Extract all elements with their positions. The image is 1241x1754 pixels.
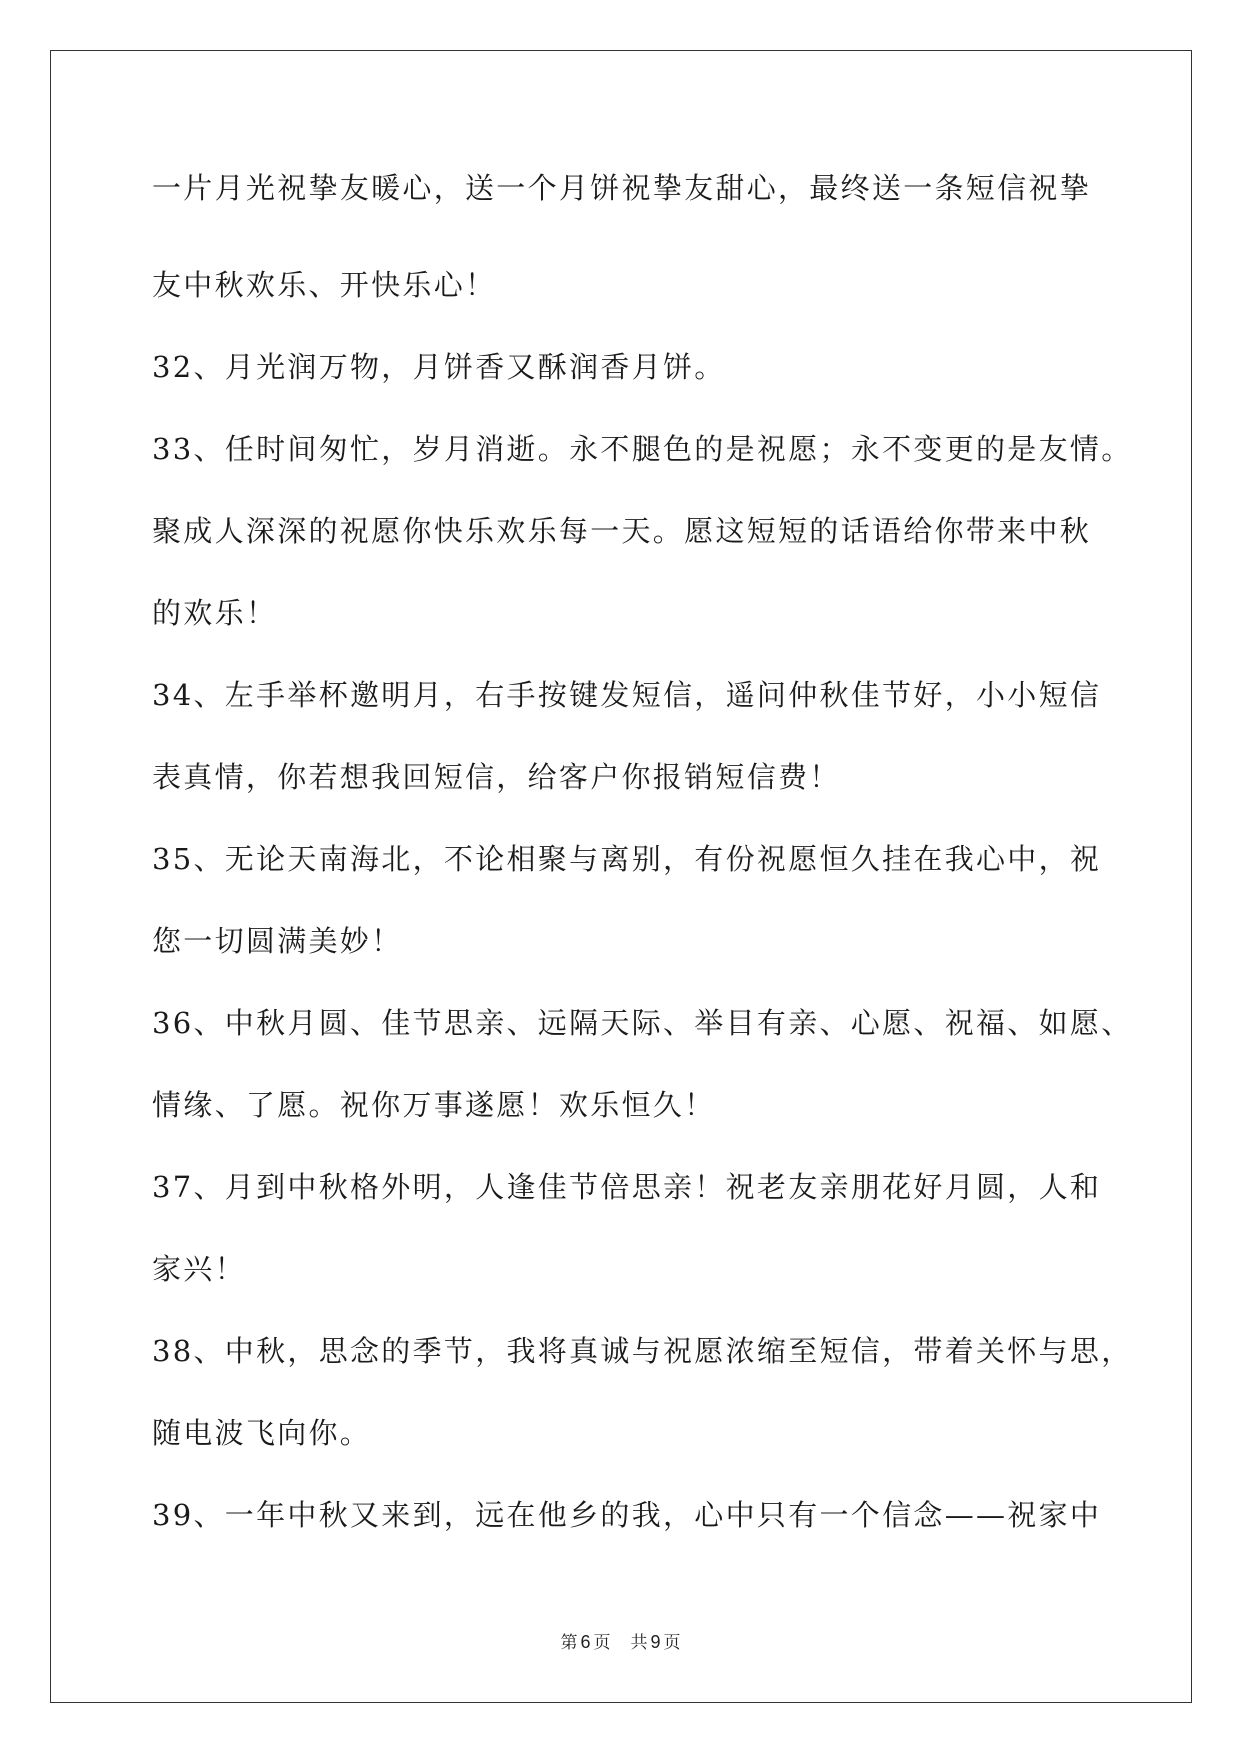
text-line: 您一切圆满美妙！ xyxy=(152,924,403,958)
total-prefix: 共 xyxy=(630,1633,648,1653)
text-line: 33、任时间匆忙，岁月消逝。永不腿色的是祝愿；永不变更的是友情。 xyxy=(152,432,1133,466)
page-suffix: 页 xyxy=(593,1633,611,1653)
text-line: 表真情，你若想我回短信，给客户你报销短信费！ xyxy=(152,760,841,794)
page-footer xyxy=(0,1628,1241,1653)
text-line: 友中秋欢乐、开快乐心！ xyxy=(152,268,497,302)
text-line: 38、中秋，思念的季节，我将真诚与祝愿浓缩至短信，带着关怀与思， xyxy=(152,1334,1133,1368)
page-prefix: 第 xyxy=(560,1633,578,1653)
document-body xyxy=(152,162,1133,1556)
text-line: 32、月光润万物，月饼香又酥润香月饼。 xyxy=(152,350,726,384)
text-line: 聚成人深深的祝愿你快乐欢乐每一天。愿这短短的话语给你带来中秋 xyxy=(152,514,1092,548)
text-line: 的欢乐！ xyxy=(152,596,278,630)
text-line: 34、左手举杯邀明月，右手按键发短信，遥问仲秋佳节好，小小短信 xyxy=(152,678,1102,712)
text-line: 随电波飞向你。 xyxy=(152,1416,372,1450)
total-suffix: 页 xyxy=(663,1633,681,1653)
text-line: 35、无论天南海北，不论相聚与离别，有份祝愿恒久挂在我心中，祝 xyxy=(152,842,1102,876)
text-line: 39、一年中秋又来到，远在他乡的我，心中只有一个信念——祝家中 xyxy=(152,1498,1102,1532)
text-line: 一片月光祝挚友暖心，送一个月饼祝挚友甜心，最终送一条短信祝挚 xyxy=(152,171,1092,205)
text-line: 37、月到中秋格外明，人逢佳节倍思亲！祝老友亲朋花好月圆，人和 xyxy=(152,1170,1102,1204)
page-current: 6 xyxy=(580,1632,591,1652)
page-total: 9 xyxy=(650,1632,661,1652)
text-line: 情缘、了愿。祝你万事遂愿！欢乐恒久！ xyxy=(152,1088,716,1122)
text-line: 36、中秋月圆、佳节思亲、远隔天际、举目有亲、心愿、祝福、如愿、 xyxy=(152,1006,1133,1040)
text-line: 家兴！ xyxy=(152,1252,246,1286)
